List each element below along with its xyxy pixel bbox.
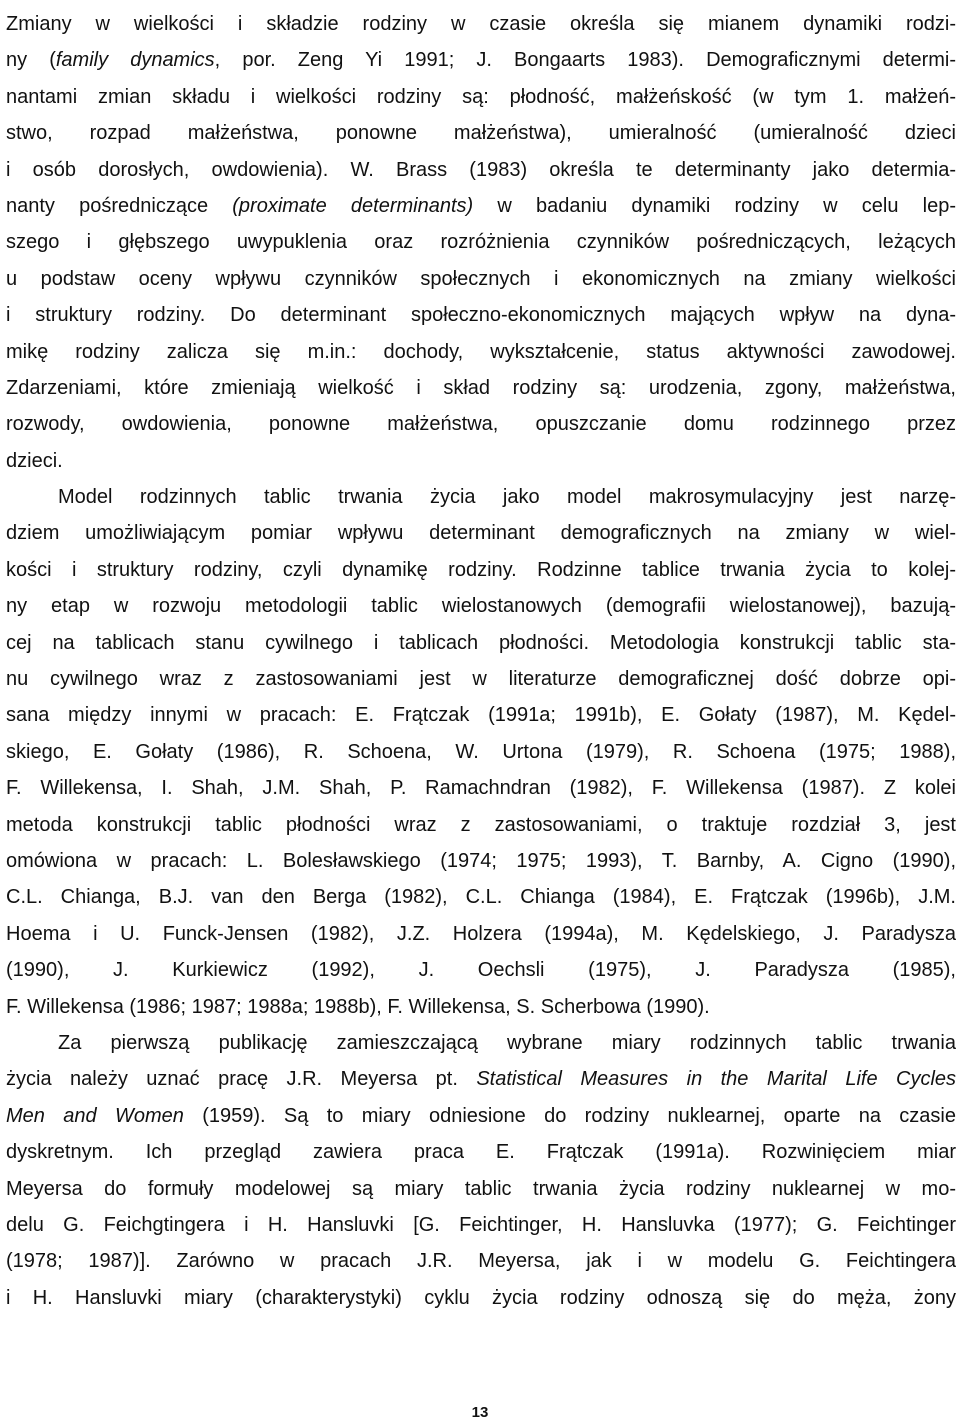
italic-title: Statistical Measures in the Marital Life Cycles [476,1068,956,1091]
text-line: Hoema i U. Funck-Jensen (1982), J.Z. Holzera (1994a), M. Kędelskiego, J. Paradysza [6,922,956,945]
page-number: 13 [471,1404,489,1421]
text-line: mikę rodziny zalicza się m.in.: dochody, wykształcenie, status aktywności zawodowej. [6,340,956,363]
text-line: życia należy uznać pracę J.R. Meyersa pt. Statistical Measures in the Marital Life Cycles [6,1068,956,1091]
text-line: dziem umożliwiającym pomiar wpływu determinant demograficznych na zmiany w wiel- [6,522,956,545]
text-line: (1978; 1987)]. Zarówno w pracach J.R. Meyersa, jak i w modelu G. Feichtingera [6,1250,956,1273]
text-line: ny etap w rozwoju metodologii tablic wielostanowych (demografii wielostanowej), bazują- [6,595,956,618]
paragraph-1 [6,6,956,479]
text-line: Zmiany w wielkości i składzie rodziny w czasie określa się mianem dynamiki rodzi- [6,13,956,35]
text-line: sana między innymi w pracach: E. Frątczak (1991a; 1991b), E. Gołaty (1987), M. Kędel- [6,704,956,727]
text-line: nantami zmian składu i wielkości rodziny są: płodność, małżeńskość (w tym 1. małżeń- [6,85,956,108]
text-line: stwo, rozpad małżeństwa, ponowne małżeństwa), umieralność (umieralność dzieci [6,122,956,145]
text-line: rozwody, owdowienia, ponowne małżeństwa, opuszczanie domu rodzinnego przez [6,413,956,436]
italic-title: Men and Women [6,1104,184,1127]
text-line: F. Willekensa, I. Shah, J.M. Shah, P. Ramachndran (1982), F. Willekensa (1987). Z kolei [6,777,956,800]
text-line: Za pierwszą publikację zamieszczającą wybrane miary rodzinnych tablic trwania [58,1031,956,1054]
italic-term: family dynamics [55,49,215,72]
text-line: cej na tablicach stanu cywilnego i tablicach płodności. Metodologia konstrukcji tablic sta- [6,631,956,654]
text-line: skiego, E. Gołaty (1986), R. Schoena, W. Urtona (1979), R. Schoena (1975; 1988), [6,740,956,763]
text-line: Men and Women (1959). Są to miary odniesione do rodziny nuklearnej, oparte na czasie [6,1104,956,1127]
text-line: F. Willekensa (1986; 1987; 1988a; 1988b), F. Willekensa, S. Scherbowa (1990). [6,995,710,1018]
text-line: dzieci. [6,449,63,472]
text-line: u podstaw oceny wpływu czynników społecznych i ekonomicznych na zmiany wielkości [6,267,956,290]
text-line: (1990), J. Kurkiewicz (1992), J. Oechsli (1975), J. Paradysza (1985), [6,959,956,982]
text-line: i struktury rodziny. Do determinant społeczno-ekonomicznych mających wpływ na dyna- [6,304,956,327]
text-line: delu G. Feichgtingera i H. Hansluvki [G. Feichtinger, H. Hansluvka (1977); G. Feichtinger [6,1213,956,1236]
text-line: metoda konstrukcji tablic płodności wraz z zastosowaniami, o traktuje rozdział 3, jest [6,813,956,836]
text-line: Meyersa do formuły modelowej są miary tablic trwania życia rodziny nuklearnej w mo- [6,1177,956,1200]
text-line: i osób dorosłych, owdowienia). W. Brass (1983) określa te determinanty jako determia- [6,158,956,181]
text-line: Zdarzeniami, które zmieniają wielkość i skład rodziny są: urodzenia, zgony, małżeństwa, [6,376,956,399]
text-line: kości i struktury rodziny, czyli dynamikę rodziny. Rodzinne tablice trwania życia to kolej- [6,558,956,581]
italic-term: (proximate determinants) [232,194,474,217]
text-line: nanty pośredniczące (proximate determinants) w badaniu dynamiki rodziny w celu lep- [6,194,956,217]
paragraph-2 [6,479,956,1025]
text-line: omówiona w pracach: L. Bolesławskiego (1974; 1975; 1993), T. Barnby, A. Cigno (1990), [6,849,956,872]
text-line: C.L. Chianga, B.J. van den Berga (1982), C.L. Chianga (1984), E. Frątczak (1996b), J.M. [6,886,956,909]
text-line: nu cywilnego wraz z zastosowaniami jest w literaturze demograficznej dość dobrze opi- [6,668,956,691]
text-line: ny (family dynamics, por. Zeng Yi 1991; J. Bongaarts 1983). Demograficznymi determi- [6,49,956,72]
text-line: Model rodzinnych tablic trwania życia jako model makrosymulacyjny jest narzę- [58,486,956,509]
paragraph-3 [6,1025,956,1316]
text-line: i H. Hansluvki miary (charakterystyki) cyklu życia rodziny odnoszą się do męża, żony [6,1286,956,1309]
text-line: szego i głębszego uwypuklenia oraz rozróżnienia czynników pośredniczących, leżących [6,231,956,254]
text-line: dyskretnym. Ich przegląd zawiera praca E. Frątczak (1991a). Rozwinięciem miar [6,1141,956,1164]
